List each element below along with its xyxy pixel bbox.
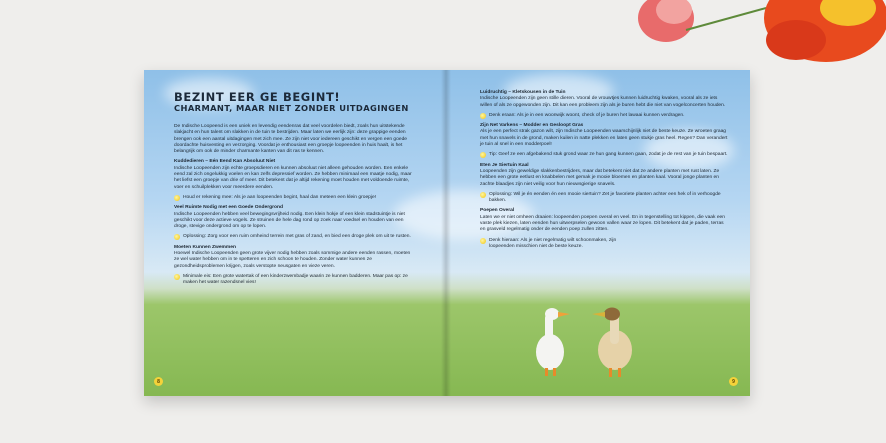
section-poepen: [480, 208, 728, 233]
section-text: Als je een perfect strak gazon wilt, zijn Indische Loopeenden waarschijnlijk niet de beste keuze. Ze wroeten graag met hun snavels in de grond, maken kuilen in natte plekken en laten geen stukje gras heel. Regen? Dan verandert je tuin al snel in een modderpoel!: [480, 129, 728, 148]
intro-paragraph: De Indische Loopeend is een uniek en levendig eendenras dat veel voordelen biedt, zoals hun uitstekende slakjacht en hun talent om slakken in de tuin te bestrijden. Maar laten we eerlijk zijn: deze grappige eenden brengen ook een aantal uitdagingen met zich mee. Ze zijn niet voor iedereen geschikt en vergen een goede doordachte huisvesting en verzorging. Voordat je enthousiast een groepje loopeenden in huis haalt, is het belangrijk om ook de minder charmante kanten van dit ras te kennen.: [174, 124, 408, 155]
lightbulb-icon: [480, 113, 486, 119]
tip-callout: [174, 234, 416, 240]
section-heading: Kuddedieren – Eén Eend Kan Absoluut Niet: [174, 159, 276, 165]
section-text: Hoewel Indische Loopeenden geen grote vijver nodig hebben zoals sommige andere eenden rassen, moeten ze wel water hebben om in te spetteren en zich schoon te houden. Zonder water kunnen ze gezondheidsproblemen krijgen, zoals verstopte neusgaten en vieze veren.: [174, 251, 411, 269]
right-page-body: [480, 90, 728, 254]
section-heading: Eten Je Siertuin Kaal: [480, 162, 529, 168]
flowers-decoration: [626, 0, 886, 70]
page-number: 9: [729, 377, 738, 386]
section-siertuin: [480, 163, 728, 188]
tip-callout: [480, 192, 728, 205]
section-text: Loopeenden zijn geweldige slakkenbestrijders, maar dat betekent niet dat ze andere planten met rust laten. Ze hebben een grote eetlust en knabbelen met gemak je mooie bloemen en planten kaal. Vooral jonge planten en zachte blaadjes zijn niet veilig voor hun nieuwsgierige snavels.: [480, 168, 720, 187]
tip-text: Denk hieraan: Als je niet regelmatig wilt schoonmaken, zijn loopeenden misschien niet de beste keuze.: [489, 237, 617, 249]
section-heading: Moeten Kunnen Zwemmen: [174, 244, 236, 250]
left-page-body: [174, 124, 416, 291]
section-heading: Zijn Net Varkens – Modder en Gesloopt Gras: [480, 123, 584, 129]
lightbulb-icon: [174, 234, 180, 240]
tip-text: Tip: Geef ze een afgebakend stuk grond waar ze hun gang kunnen gaan, zodat je de rest van je tuin bespaart.: [489, 152, 728, 158]
tip-text: Denk eraan: Als je in een woonwijk woont, check of je buren het lawaai kunnen verdragen.: [489, 112, 685, 118]
section-kuddedieren: [174, 159, 416, 190]
tip-text: Minimale eis: Een grote watertak of een kinderzwembadje waarin ze kunnen badderen. Maar pas op: ze maken het water razendsnel vies!: [183, 273, 408, 286]
section-heading: Poepen Overal: [480, 208, 515, 214]
ducks-illustration: [520, 300, 660, 380]
page-subtitle: CHARMANT, MAAR NIET ZONDER UITDAGINGEN: [174, 103, 409, 113]
lightbulb-icon: [480, 152, 486, 158]
tip-text: Oplossing: Wil je én eenden én een mooie siertuin? Zet je favoriete planten achter een hek of in verhoogde bakken.: [489, 191, 721, 204]
section-ruimte: [174, 205, 416, 230]
tip-callout: [174, 195, 416, 201]
tip-callout: [480, 113, 728, 119]
lightbulb-icon: [480, 192, 486, 198]
section-varkens: [480, 123, 728, 148]
section-text: Indische Loopeenden zijn echte groepsdieren en kunnen absoluut niet alleen gehouden worden. Een enkele eend zal zich ongelukkig voelen en kan zelfs depressief worden. Ze hebben minimaal een maatje nodig, maar het liefst een groepje van drie of meer. Dit betekent dat je altijd rekening moet houden met voldoende ruimte, voer en schuilplekken voor meerdere eenden.: [174, 165, 412, 190]
lightbulb-icon: [480, 238, 486, 244]
tip-text: Oplossing: Zorg voor een ruim omheind terrein met gras of zand, en bied een droge plek om uit te rusten.: [183, 234, 411, 240]
tip-callout: [480, 238, 630, 251]
tip-text: Houd er rekening mee: Als je aan loopeenden begint, haal dan meteen een klein groepje!: [183, 194, 377, 200]
section-heading: Veel Ruimte Nodig met een Goede Ondergrond: [174, 205, 283, 211]
section-text: Laten we er niet omheen draaien: loopeenden poepen overal en veel. En in tegenstelling tot kippen, die vaak een vaste plek kiezen, laten eenden hun uitwerpselen gewoon vallen waar ze lopen. Dit betekent dat je paden, terras en grasveld regelmatig onder de eenden poep zullen zitten.: [480, 214, 725, 233]
section-text: Indische Loopeenden zijn geen stille dieren. Vooral de vrouwtjes kunnen luidruchtig kwaken, vooral als ze iets willen of als ze opgewonden zijn. Dit kan een probleem zijn als je buren hebt die niet van vogelconcerten houden.: [480, 96, 726, 108]
lightbulb-icon: [174, 274, 180, 280]
tip-callout: [174, 274, 416, 287]
page-title: BEZINT EER GE BEGINT!: [174, 90, 341, 104]
section-heading: Luidruchtig – Kletskousen in de Tuin: [480, 90, 566, 95]
left-page: [144, 70, 444, 396]
section-luidruchtig: [480, 90, 728, 109]
lightbulb-icon: [174, 195, 180, 201]
page-number: 8: [154, 377, 163, 386]
section-text: Indische Loopeenden hebben veel bewegingsvrijheid nodig. Een klein hokje of een klein stadstuintje is niet geschikt voor deze actieve vogels. Ze struinen de hele dag rond op zoek naar voedsel en houden van een droge, stevige ondergrond om op te lopen.: [174, 211, 405, 230]
section-zwemmen: [174, 245, 416, 270]
tip-callout: [480, 152, 728, 158]
